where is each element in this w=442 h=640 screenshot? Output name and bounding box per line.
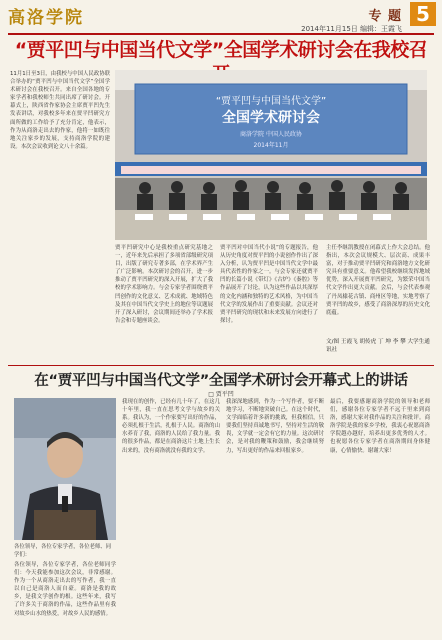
section-label: 专 题	[368, 9, 402, 24]
speech-opening: 各位领导，各位专家学者，各位老师、同学们：	[14, 544, 112, 559]
speaker-photo	[14, 398, 116, 540]
speech-column-1: 各位领导，各位专家学者，各位老师同学们：今天我能参加这次会议，非常感谢。作为一个从商洛走出去的写作者，我一直以自己是商洛人而自豪。商洛是我的故乡，是我文学创作的根。这些年来，我写了许多关于商洛的作品，这些作品里有我对故乡山水的热爱，对故乡人民的感情。	[14, 562, 116, 617]
article-column-2: 贾平凹研究中心是我校重点研究基地之一，近年来先后承担了多项省部级研究项目，出版了研究专著多部，在学术界产生了广泛影响。本次研讨会的召开，进一步推动了贾平凹研究的深入开展，扩大了我校的学术影响力。与会专家学者围绕贾平凹创作的文化意义、艺术成就、地域特色及其在中国当代文学史上的地位等议题展开了深入研讨，会议期间还举办了学术报告会和专题座谈会。	[115, 245, 213, 324]
masthead	[0, 0, 442, 33]
speech-column-4: 最后，我要感谢商洛学院的领导和老师们，感谢各位专家学者不远千里来到商洛，感谢大家对我作品的关注和批评。商洛学院是我的家乡学校，我衷心祝愿商洛学院越办越好，培养出更多优秀的人才。也祝愿各位专家学者在商洛期间身体健康，心情愉快。谢谢大家！	[330, 399, 430, 454]
page-number: 5	[410, 2, 436, 26]
banner-organizers: 商洛学院 中国人民政协	[240, 131, 302, 138]
speech-column-3: 我深深地感到，作为一个写作者，要不断地学习，不断地突破自己。在这个时代，文学面临着许多新的挑战，但我相信，只要我们坚持真诚地书写，坚持对生活的敬畏，文学就一定会有它的力量。这次研讨会，是对我的鞭策和鼓励，我会继续努力，写出更好的作品来回报家乡。	[226, 399, 324, 454]
article-column-3: 贾平凹对中国当代小说”的专题报告，他从历史角度对贾平凹的小说创作作出了深入分析，认为贾平凹是中国当代文学中最具代表性的作家之一。与会专家还就贾平凹的长篇小说《带灯》《古炉》《秦腔》等作品展开了讨论，认为这些作品以其深厚的文化内涵和独特的艺术风格，为中国当代文学的发展作出了重要贡献。会议还对贾平凹研究的现状和未来发展方向进行了探讨。	[220, 245, 318, 324]
article-byline: 文/图 王霞飞 胡传虎 丁 坤 李 攀 大学生通讯社	[326, 339, 430, 353]
banner-subtitle: 全国学术研讨会	[222, 110, 320, 126]
article-column-1: 11月1日至3日，由我校与中国人民政协联合举办的“贾平凹与中国当代文学”全国学术研讨会在我校召开。来自全国各地的专家学者和我校师生共同出席了研讨会。开幕式上，陕西省作家协会主席贾平凹先生发表讲话，对我校多年来在贾平凹研究方面所做的工作给予了充分肯定，他表示，作为从商洛走出去的作家，他将一如既往地关注家乡的发展，支持商洛学院的建设。本次会议收到论文八十余篇。	[10, 71, 110, 150]
article-column-4: 主任李继凯教授在闭幕式上作大会总结。他指出，本次会议规模大、层次高、成果丰富，对于推动贾平凹研究和商洛地方文化研究具有重要意义。他希望我校继续发挥地域优势，深入开展贾平凹研究，为繁荣中国当代文学作出更大贡献。会后，与会代表参观了丹凤棣花古镇、商州区等地，实地考察了贾平凹的故乡，感受了商洛深厚的历史文化底蕴。	[326, 245, 430, 316]
speaker-photo-illustration	[14, 398, 116, 540]
main-headline: “贾平凹与中国当代文学”全国学术研讨会在我校召	[14, 39, 428, 61]
conference-photo	[115, 70, 427, 240]
issue-date: 2014年11月15日 编辑：王霞飞	[301, 25, 402, 33]
speech-column-2: 我现在的创作，已经有几十年了，在这几十年里，我一直在思考文学与故乡的关系。我认为，一个作家要写出好的作品，必须扎根于生活，扎根于人民。商洛的山水养育了我，商洛的人民给了我力量。我的很多作品，都是在商洛这片土地上生长出来的，没有商洛就没有我的文学。	[122, 399, 220, 454]
newspaper-logo: 高洛学院	[8, 8, 84, 28]
speech-headline: 在“贾平凹与中国当代文学”全国学术研讨会开幕式上的讲话	[34, 373, 408, 389]
conference-photo-illustration	[115, 70, 427, 240]
speech-byline: □ 贾平凹	[208, 391, 234, 398]
banner-date: 2014年11月	[253, 142, 289, 149]
section-divider	[8, 365, 434, 366]
header-rule	[8, 33, 434, 35]
banner-title: “贾平凹与中国当代文学”	[215, 96, 327, 107]
